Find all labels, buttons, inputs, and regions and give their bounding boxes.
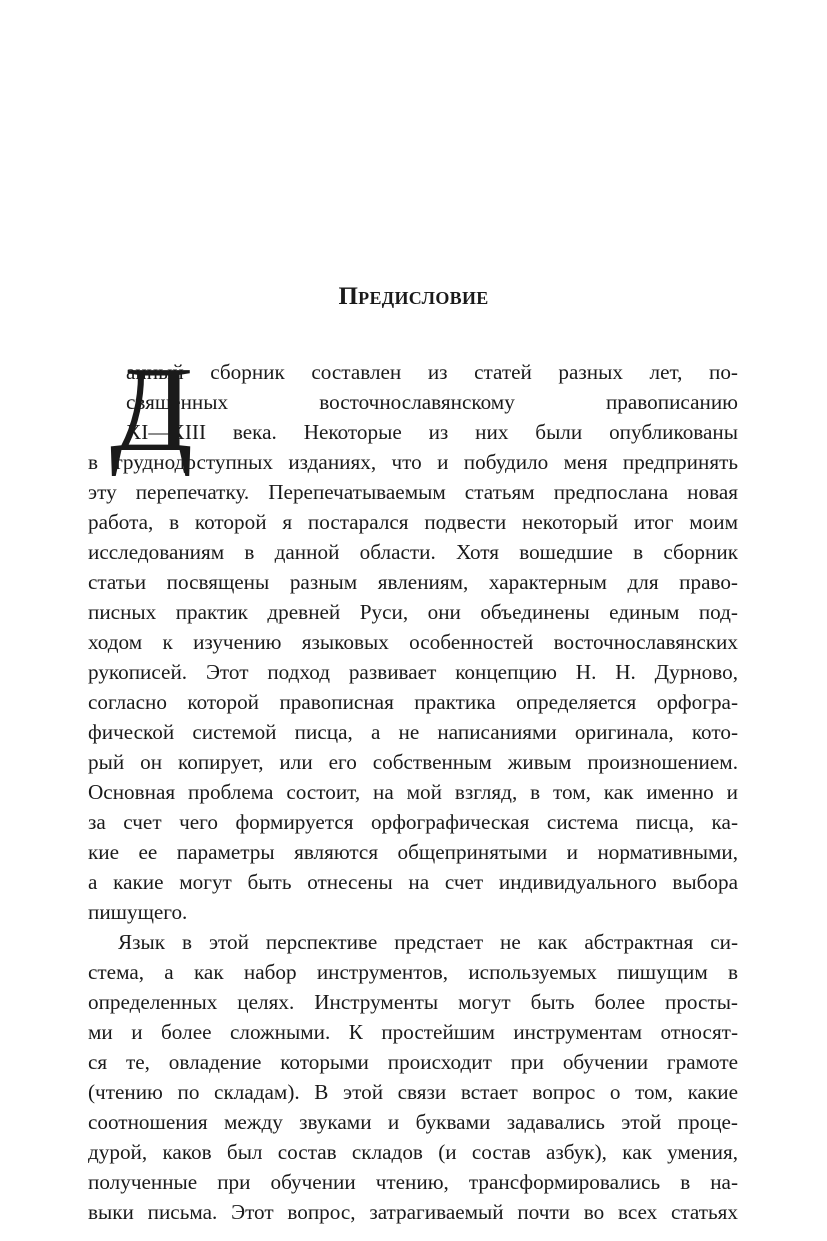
text-line: фической системой писца, а не написаниями оригинала, кото-	[88, 720, 738, 744]
body-text	[88, 342, 738, 1227]
text-line: дурой, каков был состав складов (и состав азбук), как умения,	[88, 1140, 738, 1164]
text-line: а какие могут быть отнесены на счет индивидуального выбора	[88, 870, 738, 894]
text-line: за счет чего формируется орфографическая система писца, ка-	[88, 810, 738, 834]
page-title: Предисловие	[338, 283, 489, 310]
text-line: выки письма. Этот вопрос, затрагиваемый почти во всех статьях	[88, 1200, 738, 1224]
text-line: рукописей. Этот подход развивает концепцию Н. Н. Дурново,	[88, 660, 738, 684]
text-line: пишущего.	[88, 900, 188, 924]
text-line: исследованиям в данной области. Хотя вошедшие в сборник	[88, 540, 738, 564]
text-line: анный сборник составлен из статей разных лет, по-	[126, 360, 738, 384]
text-line: священных восточнославянскому правописанию	[126, 390, 738, 414]
drop-cap: Д	[110, 342, 194, 477]
text-line: полученные при обучении чтению, трансформировались в на-	[88, 1170, 738, 1194]
text-line: рый он копирует, или его собственным живым произношением.	[88, 750, 738, 774]
text-line: писных практик древней Руси, они объединены единым под-	[88, 600, 738, 624]
text-line: Основная проблема состоит, на мой взгляд, в том, как именно и	[88, 780, 738, 804]
text-line: ходом к изучению языковых особенностей восточнославянских	[88, 630, 738, 654]
text-line: согласно которой правописная практика определяется орфогра-	[88, 690, 738, 714]
text-line: соотношения между звуками и буквами задавались этой проце-	[88, 1110, 738, 1134]
text-line: (чтению по складам). В этой связи встает вопрос о том, какие	[88, 1080, 738, 1104]
text-line: статьи посвящены разным явлениям, характерным для право-	[88, 570, 738, 594]
text-line: кие ее параметры являются общепринятыми и нормативными,	[88, 840, 738, 864]
text-line: ся те, овладение которыми происходит при обучении грамоте	[88, 1050, 738, 1074]
text-line: эту перепечатку. Перепечатываемым статьям предпослана новая	[88, 480, 738, 504]
text-line: работа, в которой я постарался подвести некоторый итог моим	[88, 510, 738, 534]
text-line: определенных целях. Инструменты могут быть более просты-	[88, 990, 738, 1014]
text-line: в труднодоступных изданиях, что и побудило меня предпринять	[88, 450, 738, 474]
text-line: стема, а как набор инструментов, используемых пишущим в	[88, 960, 738, 984]
text-line: XI—XIII века. Некоторые из них были опубликованы	[126, 420, 738, 444]
text-line: ми и более сложными. К простейшим инструментам относят-	[88, 1020, 738, 1044]
text-line: Язык в этой перспективе предстает не как абстрактная си-	[118, 930, 738, 954]
